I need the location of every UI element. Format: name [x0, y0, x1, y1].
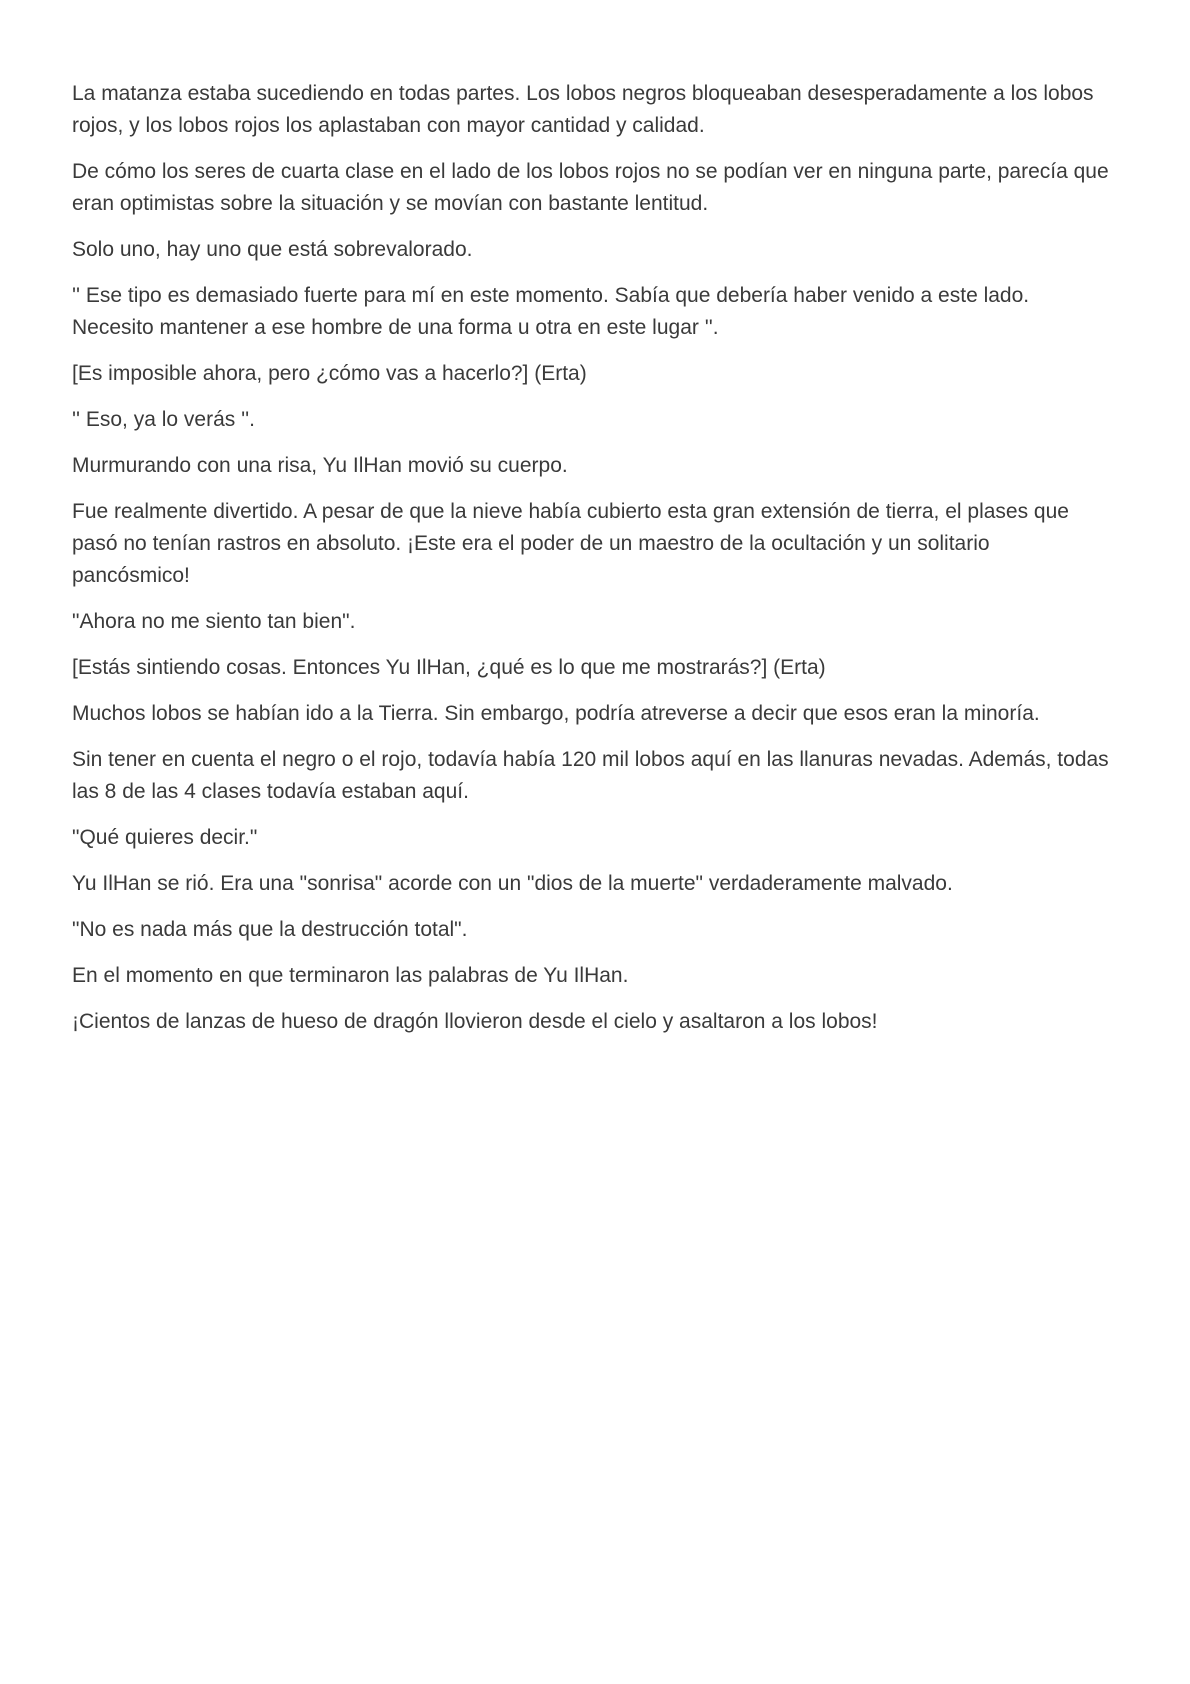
paragraph: "No es nada más que la destrucción total". — [72, 918, 468, 941]
paragraph: Sin tener en cuenta el negro o el rojo, todavía había 120 mil lobos aquí en las llanuras nevadas. Además, todas las 8 de las 4 clases todavía estaban aquí. — [72, 748, 1109, 803]
paragraph: "Qué quieres decir." — [72, 826, 258, 849]
document-page — [72, 78, 1112, 1052]
paragraph: Yu IlHan se rió. Era una "sonrisa" acorde con un "dios de la muerte" verdaderamente malvado. — [72, 872, 953, 895]
paragraph: De cómo los seres de cuarta clase en el lado de los lobos rojos no se podían ver en ninguna parte, parecía que eran optimistas sobre la situación y se movían con bastante lentitud. — [72, 160, 1109, 215]
paragraph: "Ahora no me siento tan bien". — [72, 610, 356, 633]
paragraph: Fue realmente divertido. A pesar de que la nieve había cubierto esta gran extensión de tierra, el plases que pasó no tenían rastros en absoluto. ¡Este era el poder de un maestro de la ocultación y un solitario pancósmico! — [72, 500, 1069, 587]
paragraph: [Es imposible ahora, pero ¿cómo vas a hacerlo?] (Erta) — [72, 362, 587, 385]
paragraph: Muchos lobos se habían ido a la Tierra. Sin embargo, podría atreverse a decir que esos eran la minoría. — [72, 702, 1040, 725]
paragraph: '' Ese tipo es demasiado fuerte para mí en este momento. Sabía que debería haber venido a este lado. Necesito mantener a ese hombre de una forma u otra en este lugar ''. — [72, 284, 1030, 339]
paragraph: '' Eso, ya lo verás ''. — [72, 408, 255, 431]
paragraph: La matanza estaba sucediendo en todas partes. Los lobos negros bloqueaban desesperadamente a los lobos rojos, y los lobos rojos los aplastaban con mayor cantidad y calidad. — [72, 82, 1094, 137]
paragraph: Murmurando con una risa, Yu IlHan movió su cuerpo. — [72, 454, 568, 477]
paragraph: ¡Cientos de lanzas de hueso de dragón llovieron desde el cielo y asaltaron a los lobos! — [72, 1010, 878, 1033]
paragraph: [Estás sintiendo cosas. Entonces Yu IlHan, ¿qué es lo que me mostrarás?] (Erta) — [72, 656, 826, 679]
paragraph: En el momento en que terminaron las palabras de Yu IlHan. — [72, 964, 629, 987]
paragraph: Solo uno, hay uno que está sobrevalorado. — [72, 238, 473, 261]
